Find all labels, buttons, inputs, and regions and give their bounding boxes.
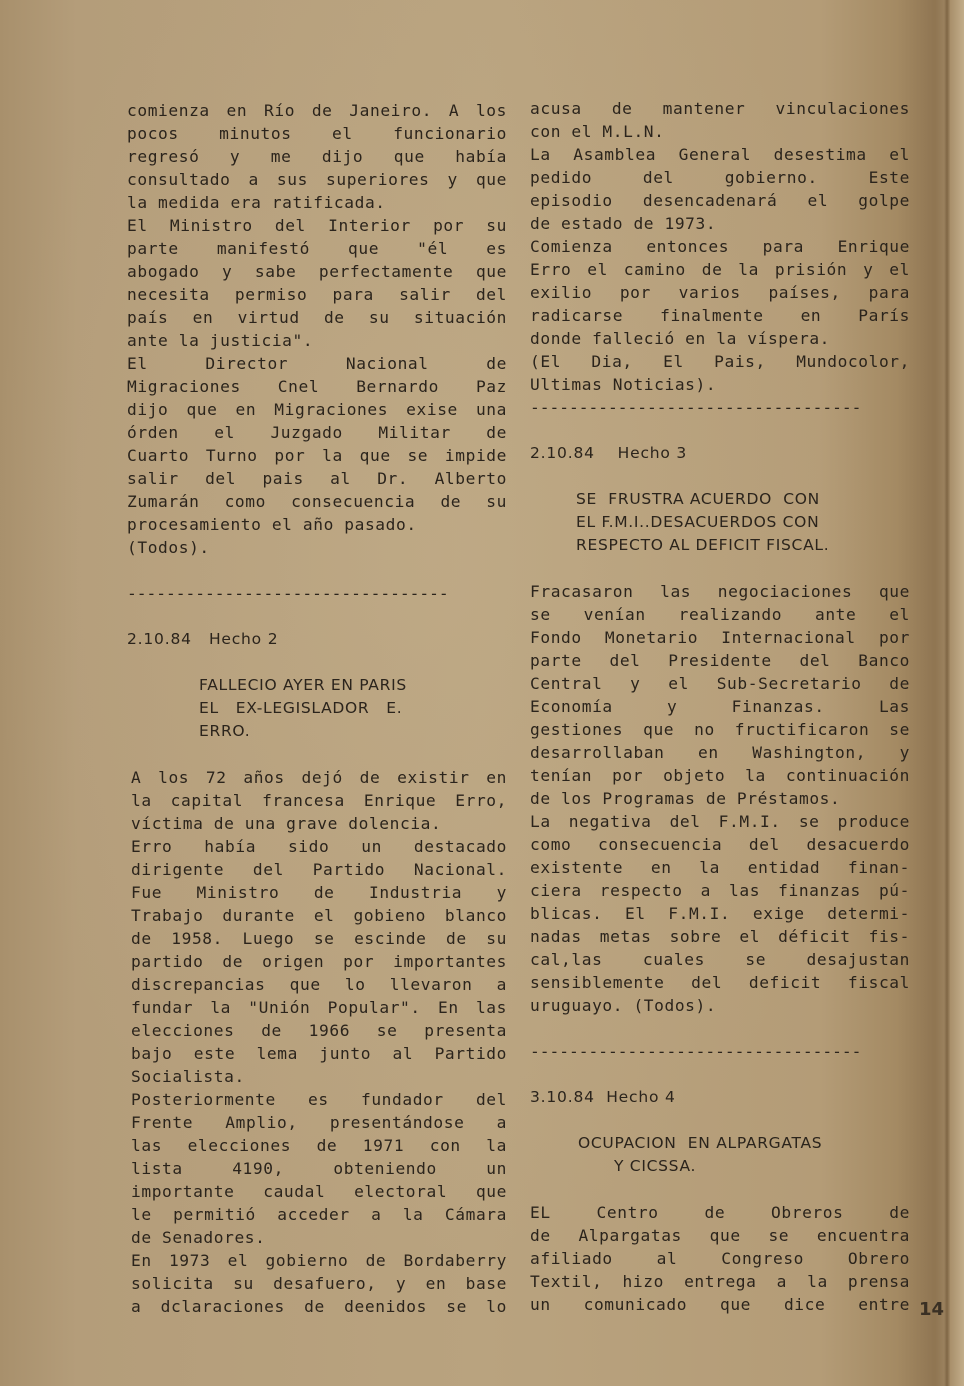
hecho-2-dateline: 2.10.84 Hecho 2 [127, 630, 279, 648]
hecho-4-body [530, 1201, 910, 1316]
text-line: uruguayo. (Todos). [530, 996, 717, 1015]
text-line: nadas metas sobre el déficit fis- [530, 927, 910, 946]
hecho-3-headline [530, 488, 910, 557]
text-line: discrepancias que lo llevaron a [131, 975, 507, 994]
text-line: Posteriormente es fundador del [131, 1090, 507, 1109]
minister-paragraph [127, 214, 507, 352]
spacer [530, 1063, 910, 1086]
text-line: como consecuencia del desacuerdo [530, 835, 910, 854]
text-line: dirigente del Partido Nacional. [131, 860, 507, 879]
text-line: órden el Juzgado Militar de [127, 423, 507, 442]
text-line: le permitió acceder a la Cámara [131, 1205, 507, 1224]
continuation-paragraph [530, 97, 910, 396]
hecho-2-headline [127, 674, 507, 743]
spacer [530, 419, 910, 442]
text-line: procesamiento el año pasado. [127, 515, 417, 534]
text-line: desarrollaban en Washington, y [530, 743, 910, 762]
text-line: El Ministro del Interior por su [127, 216, 507, 235]
text-line: Trabajo durante el gobieno blanco [131, 906, 507, 925]
right-column [530, 97, 910, 1316]
source-citation: (Todos). [127, 538, 210, 557]
text-line: La negativa del F.M.I. se produce [530, 812, 910, 831]
text-line: Fue Ministro de Industria y [131, 883, 507, 902]
text-line: Socialista. [131, 1067, 245, 1086]
spacer [530, 1109, 910, 1132]
text-line: La Asamblea General desestima el [530, 145, 910, 164]
text-line: Erro había sido un destacado [131, 837, 507, 856]
spacer [127, 559, 507, 582]
text-line: abogado y sabe perfectamente que [127, 262, 507, 281]
text-line: la medida era ratificada. [127, 193, 386, 212]
section-separator: ---------------------------------- [530, 398, 862, 417]
text-line: dijo que en Migraciones exise una [127, 400, 507, 419]
text-line: la capital francesa Enrique Erro, [131, 791, 507, 810]
headline-line: ERRO. [199, 722, 251, 740]
hecho-4-headline [530, 1132, 910, 1178]
text-line: Migraciones Cnel Bernardo Paz [127, 377, 507, 396]
text-line: elecciones de 1966 se presenta [131, 1021, 507, 1040]
spacer [530, 557, 910, 580]
text-line: parte del Presidente del Banco [530, 651, 910, 670]
text-line: A los 72 años dejó de existir en [131, 768, 507, 787]
spacer [530, 465, 910, 488]
text-line: Comienza entonces para Enrique [530, 237, 910, 256]
text-line: comienza en Río de Janeiro. A los [127, 101, 507, 120]
headline-line: Y CICSSA. [614, 1157, 697, 1175]
text-line: ciera respecto a las finanzas pú- [530, 881, 910, 900]
text-line: fundar la "Unión Popular". En las [131, 998, 507, 1017]
text-line: Erro el camino de la prisión y el [530, 260, 910, 279]
text-line: Cuarto Turno por la que se impide [127, 446, 507, 465]
hecho-3-body [530, 580, 910, 1017]
spacer [127, 651, 507, 674]
text-line: se venían realizando ante el [530, 605, 910, 624]
intro-paragraph [127, 99, 507, 214]
text-line: importante caudal electoral que [131, 1182, 507, 1201]
hecho-2-body [127, 766, 507, 1318]
text-line: existente en la entidad finan- [530, 858, 910, 877]
text-line: sensiblemente del deficit fiscal [530, 973, 910, 992]
spacer [127, 605, 507, 628]
text-line: En 1973 el gobierno de Bordaberry [131, 1251, 507, 1270]
text-line: de Senadores. [131, 1228, 266, 1247]
section-separator: --------------------------------- [127, 584, 449, 603]
text-line: parte manifestó que "él es [127, 239, 507, 258]
text-line: gestiones que no fructificaron se [530, 720, 910, 739]
text-line: donde falleció en la víspera. [530, 329, 831, 348]
text-line: pedido del gobierno. Este [530, 168, 910, 187]
director-paragraph [127, 352, 507, 559]
headline-line: FALLECIO AYER EN PARIS [199, 676, 407, 694]
headline-line: EL EX-LEGISLADOR E. [199, 699, 403, 717]
hecho-3-dateline: 2.10.84 Hecho 3 [530, 444, 688, 462]
text-line: salir del pais al Dr. Alberto [127, 469, 507, 488]
text-line: a dclaraciones de deenidos se lo [131, 1297, 507, 1316]
text-line: partido de origen por importantes [131, 952, 507, 971]
text-line: víctima de una grave dolencia. [131, 814, 442, 833]
headline-line: EL F.M.I..DESACUERDOS CON [576, 513, 820, 531]
text-line: con el M.L.N. [530, 122, 665, 141]
page-edge-strip [950, 0, 964, 1386]
spacer [530, 1017, 910, 1040]
page-number: 14 [919, 1299, 945, 1320]
text-line: solicita su desafuero, y en base [131, 1274, 507, 1293]
text-line: tenían por objeto la continuación [530, 766, 910, 785]
text-line: cal,las cuales se desajustan [530, 950, 910, 969]
text-line: de Alpargatas que se encuentra [530, 1226, 910, 1245]
text-line: bajo este lema junto al Partido [131, 1044, 507, 1063]
text-line: EL Centro de Obreros de [530, 1203, 910, 1222]
left-column [127, 99, 507, 1318]
hecho-4-dateline: 3.10.84 Hecho 4 [530, 1088, 676, 1106]
text-line: de estado de 1973. [530, 214, 717, 233]
text-line: Central y el Sub-Secretario de [530, 674, 910, 693]
text-line: ante la justicia". [127, 331, 314, 350]
text-line: Fondo Monetario Internacional por [530, 628, 910, 647]
text-line: Textil, hizo entrega a la prensa [530, 1272, 910, 1291]
text-line: país en virtud de su situación [127, 308, 507, 327]
text-line: radicarse finalmente en París [530, 306, 910, 325]
text-line: las elecciones de 1971 con la [131, 1136, 507, 1155]
text-line: Economía y Finanzas. Las [530, 697, 910, 716]
headline-line: SE FRUSTRA ACUERDO CON [576, 490, 820, 508]
text-line: exilio por varios países, para [530, 283, 910, 302]
text-line: necesita permiso para salir del [127, 285, 507, 304]
headline-line: RESPECTO AL DEFICIT FISCAL. [576, 536, 830, 554]
text-line: Zumarán como consecuencia de su [127, 492, 507, 511]
source-citation: (El Dia, El Pais, Mundocolor, [530, 352, 910, 371]
text-line: blicas. El F.M.I. exige determi- [530, 904, 910, 923]
section-separator: ---------------------------------- [530, 1042, 862, 1061]
text-line: lista 4190, obteniendo un [131, 1159, 507, 1178]
text-line: Frente Amplio, presentándose a [131, 1113, 507, 1132]
text-line: afiliado al Congreso Obrero [530, 1249, 910, 1268]
text-line: un comunicado que dice entre [530, 1295, 910, 1314]
text-line: consultado a sus superiores y que [127, 170, 507, 189]
text-line: acusa de mantener vinculaciones [530, 99, 910, 118]
text-line: regresó y me dijo que había [127, 147, 507, 166]
text-line: episodio desencadenará el golpe [530, 191, 910, 210]
spacer [127, 743, 507, 766]
text-line: El Director Nacional de [127, 354, 507, 373]
text-line: de 1958. Luego se escinde de su [131, 929, 507, 948]
source-citation: Ultimas Noticias). [530, 375, 717, 394]
headline-line: OCUPACION EN ALPARGATAS [578, 1134, 823, 1152]
text-line: de los Programas de Préstamos. [530, 789, 841, 808]
text-line: pocos minutos el funcionario [127, 124, 507, 143]
spacer [530, 1178, 910, 1201]
text-line: Fracasaron las negociaciones que [530, 582, 910, 601]
